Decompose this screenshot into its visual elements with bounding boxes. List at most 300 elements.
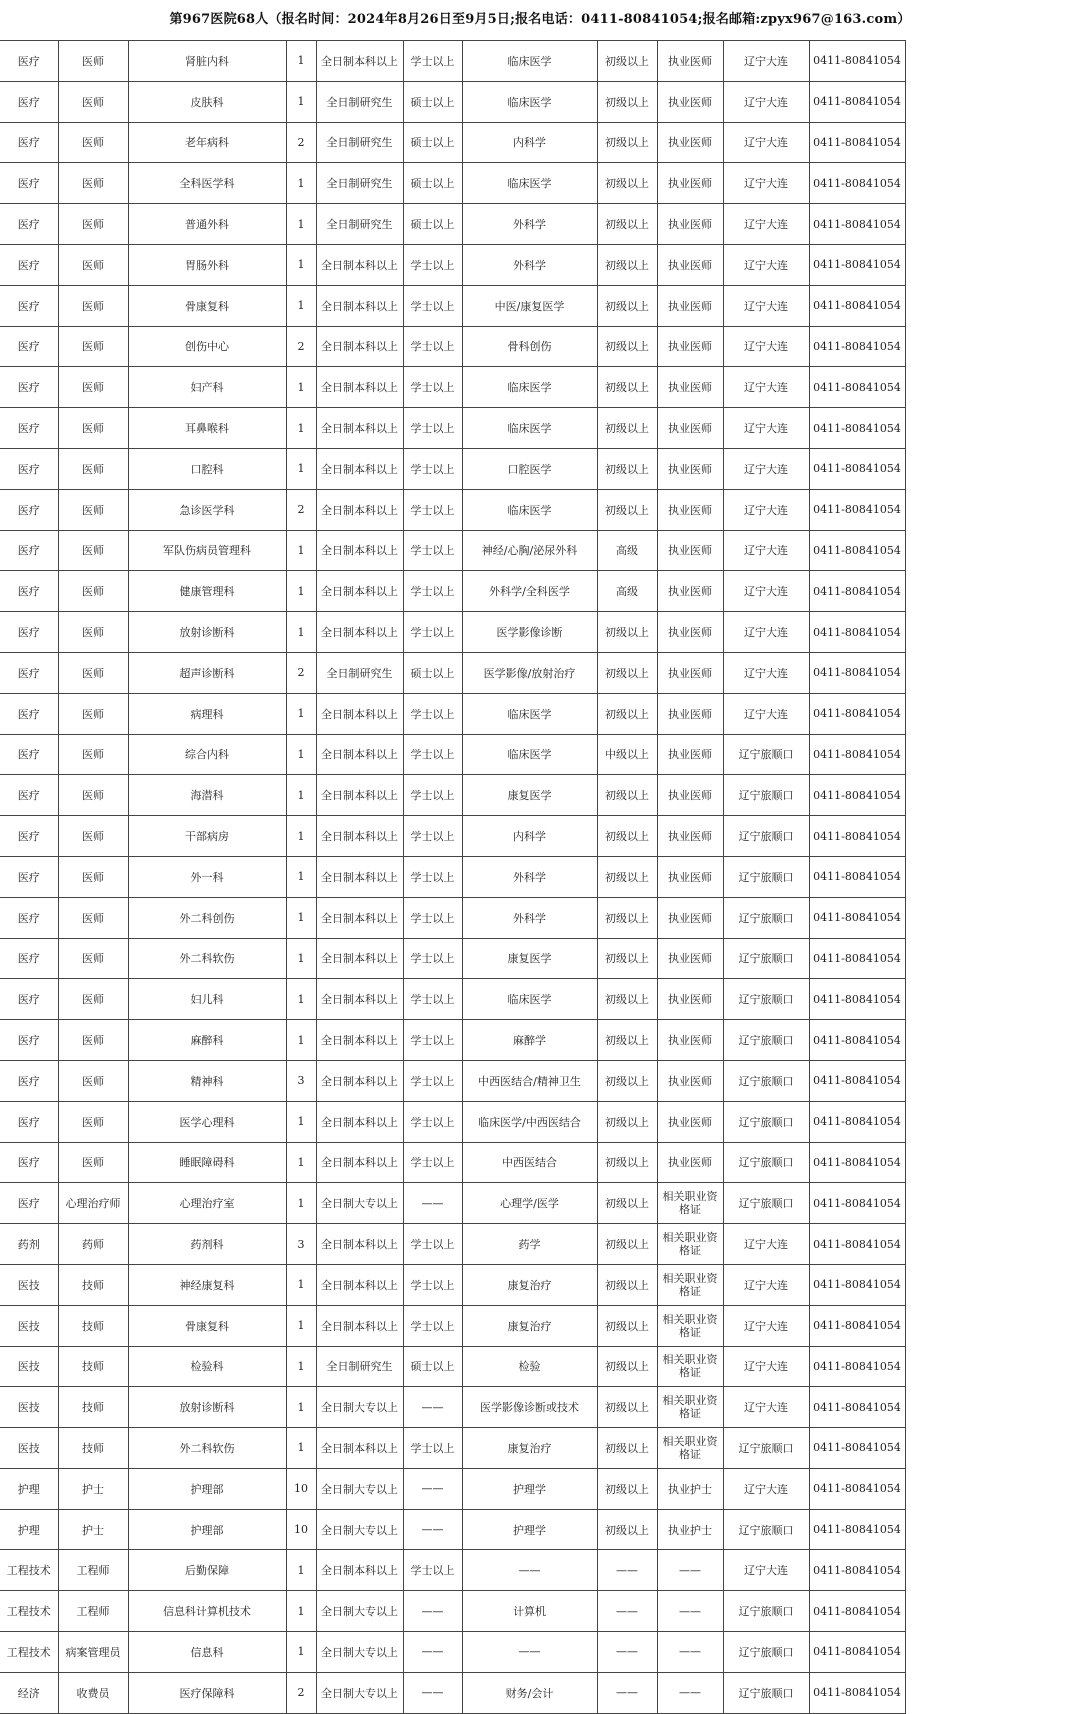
qualification-cell: 执业医师 bbox=[657, 122, 723, 163]
category-cell: 医疗 bbox=[0, 734, 58, 775]
category-cell: 医疗 bbox=[0, 1020, 58, 1061]
major-cell: 内科学 bbox=[462, 122, 597, 163]
qualification-cell: 执业医师 bbox=[657, 530, 723, 571]
education-cell: 全日制本科以上 bbox=[316, 734, 403, 775]
table-row bbox=[0, 938, 905, 979]
title-level-cell: 高级 bbox=[597, 530, 657, 571]
major-cell: 心理学/医学 bbox=[462, 1183, 597, 1224]
degree-cell: 学士以上 bbox=[403, 367, 462, 408]
headcount-cell: 1 bbox=[286, 897, 316, 938]
title-level-cell: 初级以上 bbox=[597, 1183, 657, 1224]
category-cell: 医技 bbox=[0, 1346, 58, 1387]
location-cell: 辽宁大连 bbox=[723, 1224, 809, 1265]
category-cell: 医疗 bbox=[0, 367, 58, 408]
education-cell: 全日制本科以上 bbox=[316, 938, 403, 979]
phone-cell: 0411-80841054 bbox=[809, 1509, 905, 1550]
category-cell: 护理 bbox=[0, 1468, 58, 1509]
category-cell: 工程技术 bbox=[0, 1632, 58, 1673]
table-row bbox=[0, 285, 905, 326]
education-cell: 全日制本科以上 bbox=[316, 816, 403, 857]
location-cell: 辽宁大连 bbox=[723, 1264, 809, 1305]
education-cell: 全日制本科以上 bbox=[316, 897, 403, 938]
qualification-cell: 执业医师 bbox=[657, 1101, 723, 1142]
department-cell: 放射诊断科 bbox=[128, 1387, 286, 1428]
degree-cell: 学士以上 bbox=[403, 1101, 462, 1142]
phone-cell: 0411-80841054 bbox=[809, 1468, 905, 1509]
table-row bbox=[0, 571, 905, 612]
major-cell: 内科学 bbox=[462, 816, 597, 857]
department-cell: 妇产科 bbox=[128, 367, 286, 408]
category-cell: 工程技术 bbox=[0, 1550, 58, 1591]
headcount-cell: 1 bbox=[286, 1183, 316, 1224]
phone-cell: 0411-80841054 bbox=[809, 816, 905, 857]
degree-cell: 学士以上 bbox=[403, 938, 462, 979]
department-cell: 普通外科 bbox=[128, 204, 286, 245]
degree-cell: 学士以上 bbox=[403, 530, 462, 571]
qualification-cell: 执业医师 bbox=[657, 775, 723, 816]
department-cell: 外一科 bbox=[128, 856, 286, 897]
position-cell: 医师 bbox=[58, 775, 128, 816]
location-cell: 辽宁旅顺口 bbox=[723, 1142, 809, 1183]
title-level-cell: —— bbox=[597, 1632, 657, 1673]
table-row bbox=[0, 1591, 905, 1632]
major-cell: 外科学 bbox=[462, 244, 597, 285]
location-cell: 辽宁大连 bbox=[723, 204, 809, 245]
education-cell: 全日制研究生 bbox=[316, 1346, 403, 1387]
location-cell: 辽宁旅顺口 bbox=[723, 1632, 809, 1673]
major-cell: 医学影像诊断或技术 bbox=[462, 1387, 597, 1428]
degree-cell: —— bbox=[403, 1509, 462, 1550]
degree-cell: 学士以上 bbox=[403, 448, 462, 489]
department-cell: 信息科 bbox=[128, 1632, 286, 1673]
headcount-cell: 1 bbox=[286, 81, 316, 122]
major-cell: 临床医学 bbox=[462, 693, 597, 734]
table-row bbox=[0, 530, 905, 571]
phone-cell: 0411-80841054 bbox=[809, 1550, 905, 1591]
department-cell: 创伤中心 bbox=[128, 326, 286, 367]
table-row bbox=[0, 652, 905, 693]
qualification-cell: 相关职业资格证 bbox=[657, 1305, 723, 1346]
education-cell: 全日制本科以上 bbox=[316, 41, 403, 82]
degree-cell: 学士以上 bbox=[403, 897, 462, 938]
title-level-cell: 初级以上 bbox=[597, 489, 657, 530]
title-level-cell: 初级以上 bbox=[597, 1060, 657, 1101]
headcount-cell: 1 bbox=[286, 204, 316, 245]
major-cell: 临床医学 bbox=[462, 367, 597, 408]
qualification-cell: —— bbox=[657, 1591, 723, 1632]
headcount-cell: 1 bbox=[286, 1591, 316, 1632]
degree-cell: 硕士以上 bbox=[403, 204, 462, 245]
qualification-cell: 执业医师 bbox=[657, 367, 723, 408]
department-cell: 军队伤病员管理科 bbox=[128, 530, 286, 571]
title-level-cell: 初级以上 bbox=[597, 1387, 657, 1428]
location-cell: 辽宁大连 bbox=[723, 612, 809, 653]
headcount-cell: 1 bbox=[286, 734, 316, 775]
phone-cell: 0411-80841054 bbox=[809, 1060, 905, 1101]
education-cell: 全日制本科以上 bbox=[316, 775, 403, 816]
position-cell: 医师 bbox=[58, 244, 128, 285]
major-cell: 康复医学 bbox=[462, 775, 597, 816]
department-cell: 骨康复科 bbox=[128, 1305, 286, 1346]
title-level-cell: —— bbox=[597, 1550, 657, 1591]
phone-cell: 0411-80841054 bbox=[809, 1672, 905, 1713]
major-cell: 临床医学 bbox=[462, 489, 597, 530]
title-level-cell: 初级以上 bbox=[597, 897, 657, 938]
phone-cell: 0411-80841054 bbox=[809, 1020, 905, 1061]
phone-cell: 0411-80841054 bbox=[809, 204, 905, 245]
title-level-cell: 初级以上 bbox=[597, 367, 657, 408]
title-level-cell: 初级以上 bbox=[597, 408, 657, 449]
headcount-cell: 1 bbox=[286, 1387, 316, 1428]
degree-cell: 硕士以上 bbox=[403, 1346, 462, 1387]
major-cell: 中西医结合 bbox=[462, 1142, 597, 1183]
phone-cell: 0411-80841054 bbox=[809, 652, 905, 693]
major-cell: 康复治疗 bbox=[462, 1264, 597, 1305]
phone-cell: 0411-80841054 bbox=[809, 775, 905, 816]
position-cell: 医师 bbox=[58, 652, 128, 693]
qualification-cell: 执业医师 bbox=[657, 204, 723, 245]
category-cell: 经济 bbox=[0, 1672, 58, 1713]
title-level-cell: 初级以上 bbox=[597, 856, 657, 897]
title-level-cell: 初级以上 bbox=[597, 163, 657, 204]
location-cell: 辽宁旅顺口 bbox=[723, 938, 809, 979]
education-cell: 全日制大专以上 bbox=[316, 1387, 403, 1428]
title-level-cell: 初级以上 bbox=[597, 1428, 657, 1469]
position-cell: 医师 bbox=[58, 81, 128, 122]
table-row bbox=[0, 326, 905, 367]
major-cell: 康复医学 bbox=[462, 938, 597, 979]
location-cell: 辽宁大连 bbox=[723, 448, 809, 489]
headcount-cell: 10 bbox=[286, 1468, 316, 1509]
position-cell: 医师 bbox=[58, 856, 128, 897]
phone-cell: 0411-80841054 bbox=[809, 1428, 905, 1469]
phone-cell: 0411-80841054 bbox=[809, 448, 905, 489]
location-cell: 辽宁大连 bbox=[723, 408, 809, 449]
category-cell: 医疗 bbox=[0, 979, 58, 1020]
table-row bbox=[0, 1468, 905, 1509]
phone-cell: 0411-80841054 bbox=[809, 81, 905, 122]
table-row bbox=[0, 122, 905, 163]
position-cell: 医师 bbox=[58, 204, 128, 245]
category-cell: 工程技术 bbox=[0, 1591, 58, 1632]
position-cell: 技师 bbox=[58, 1305, 128, 1346]
location-cell: 辽宁大连 bbox=[723, 530, 809, 571]
headcount-cell: 1 bbox=[286, 571, 316, 612]
position-cell: 医师 bbox=[58, 612, 128, 653]
category-cell: 医疗 bbox=[0, 530, 58, 571]
table-row bbox=[0, 1142, 905, 1183]
qualification-cell: 执业医师 bbox=[657, 652, 723, 693]
major-cell: 康复治疗 bbox=[462, 1428, 597, 1469]
location-cell: 辽宁大连 bbox=[723, 1387, 809, 1428]
table-row bbox=[0, 1305, 905, 1346]
headcount-cell: 1 bbox=[286, 367, 316, 408]
major-cell: 麻醉学 bbox=[462, 1020, 597, 1061]
position-cell: 医师 bbox=[58, 408, 128, 449]
major-cell: 临床医学 bbox=[462, 408, 597, 449]
title-level-cell: 高级 bbox=[597, 571, 657, 612]
headcount-cell: 1 bbox=[286, 1346, 316, 1387]
education-cell: 全日制大专以上 bbox=[316, 1632, 403, 1673]
headcount-cell: 1 bbox=[286, 979, 316, 1020]
degree-cell: 学士以上 bbox=[403, 816, 462, 857]
education-cell: 全日制本科以上 bbox=[316, 244, 403, 285]
qualification-cell: 执业医师 bbox=[657, 326, 723, 367]
qualification-cell: 执业医师 bbox=[657, 816, 723, 857]
major-cell: 外科学 bbox=[462, 204, 597, 245]
major-cell: 临床医学 bbox=[462, 979, 597, 1020]
qualification-cell: 执业医师 bbox=[657, 285, 723, 326]
major-cell: 护理学 bbox=[462, 1468, 597, 1509]
qualification-cell: 相关职业资格证 bbox=[657, 1387, 723, 1428]
department-cell: 后勤保障 bbox=[128, 1550, 286, 1591]
department-cell: 妇儿科 bbox=[128, 979, 286, 1020]
department-cell: 外二科软伤 bbox=[128, 938, 286, 979]
title-level-cell: 初级以上 bbox=[597, 326, 657, 367]
phone-cell: 0411-80841054 bbox=[809, 489, 905, 530]
degree-cell: 学士以上 bbox=[403, 326, 462, 367]
major-cell: 医学影像/放射治疗 bbox=[462, 652, 597, 693]
major-cell: 口腔医学 bbox=[462, 448, 597, 489]
title-level-cell: 初级以上 bbox=[597, 244, 657, 285]
education-cell: 全日制研究生 bbox=[316, 652, 403, 693]
phone-cell: 0411-80841054 bbox=[809, 285, 905, 326]
table-row bbox=[0, 81, 905, 122]
qualification-cell: 执业医师 bbox=[657, 938, 723, 979]
major-cell: 外科学 bbox=[462, 856, 597, 897]
degree-cell: —— bbox=[403, 1672, 462, 1713]
title-level-cell: 初级以上 bbox=[597, 1224, 657, 1265]
category-cell: 医疗 bbox=[0, 204, 58, 245]
table-row bbox=[0, 367, 905, 408]
location-cell: 辽宁旅顺口 bbox=[723, 1672, 809, 1713]
location-cell: 辽宁大连 bbox=[723, 367, 809, 408]
location-cell: 辽宁旅顺口 bbox=[723, 897, 809, 938]
category-cell: 药剂 bbox=[0, 1224, 58, 1265]
headcount-cell: 1 bbox=[286, 1142, 316, 1183]
position-cell: 医师 bbox=[58, 326, 128, 367]
location-cell: 辽宁旅顺口 bbox=[723, 734, 809, 775]
education-cell: 全日制本科以上 bbox=[316, 408, 403, 449]
location-cell: 辽宁旅顺口 bbox=[723, 856, 809, 897]
position-cell: 护士 bbox=[58, 1468, 128, 1509]
category-cell: 医疗 bbox=[0, 326, 58, 367]
category-cell: 医疗 bbox=[0, 1142, 58, 1183]
category-cell: 医疗 bbox=[0, 244, 58, 285]
degree-cell: —— bbox=[403, 1387, 462, 1428]
degree-cell: 学士以上 bbox=[403, 734, 462, 775]
recruitment-table bbox=[0, 40, 906, 1714]
phone-cell: 0411-80841054 bbox=[809, 693, 905, 734]
headcount-cell: 1 bbox=[286, 530, 316, 571]
department-cell: 健康管理科 bbox=[128, 571, 286, 612]
headcount-cell: 3 bbox=[286, 1224, 316, 1265]
major-cell: 临床医学 bbox=[462, 41, 597, 82]
phone-cell: 0411-80841054 bbox=[809, 408, 905, 449]
education-cell: 全日制大专以上 bbox=[316, 1591, 403, 1632]
education-cell: 全日制研究生 bbox=[316, 204, 403, 245]
headcount-cell: 1 bbox=[286, 1632, 316, 1673]
phone-cell: 0411-80841054 bbox=[809, 1591, 905, 1632]
position-cell: 工程师 bbox=[58, 1550, 128, 1591]
degree-cell: —— bbox=[403, 1468, 462, 1509]
position-cell: 医师 bbox=[58, 897, 128, 938]
department-cell: 麻醉科 bbox=[128, 1020, 286, 1061]
qualification-cell: 执业医师 bbox=[657, 489, 723, 530]
location-cell: 辽宁大连 bbox=[723, 1305, 809, 1346]
category-cell: 医技 bbox=[0, 1305, 58, 1346]
phone-cell: 0411-80841054 bbox=[809, 897, 905, 938]
location-cell: 辽宁旅顺口 bbox=[723, 979, 809, 1020]
qualification-cell: 执业医师 bbox=[657, 41, 723, 82]
education-cell: 全日制本科以上 bbox=[316, 489, 403, 530]
table-row bbox=[0, 816, 905, 857]
major-cell: 财务/会计 bbox=[462, 1672, 597, 1713]
category-cell: 医疗 bbox=[0, 448, 58, 489]
department-cell: 耳鼻喉科 bbox=[128, 408, 286, 449]
department-cell: 精神科 bbox=[128, 1060, 286, 1101]
headcount-cell: 2 bbox=[286, 1672, 316, 1713]
degree-cell: 学士以上 bbox=[403, 856, 462, 897]
table-row bbox=[0, 244, 905, 285]
category-cell: 医疗 bbox=[0, 652, 58, 693]
headcount-cell: 1 bbox=[286, 775, 316, 816]
phone-cell: 0411-80841054 bbox=[809, 530, 905, 571]
position-cell: 医师 bbox=[58, 41, 128, 82]
qualification-cell: —— bbox=[657, 1672, 723, 1713]
education-cell: 全日制本科以上 bbox=[316, 612, 403, 653]
department-cell: 超声诊断科 bbox=[128, 652, 286, 693]
table-row bbox=[0, 1020, 905, 1061]
major-cell: 康复治疗 bbox=[462, 1305, 597, 1346]
title-level-cell: 初级以上 bbox=[597, 1020, 657, 1061]
education-cell: 全日制本科以上 bbox=[316, 979, 403, 1020]
table-row bbox=[0, 41, 905, 82]
education-cell: 全日制研究生 bbox=[316, 122, 403, 163]
phone-cell: 0411-80841054 bbox=[809, 326, 905, 367]
title-level-cell: —— bbox=[597, 1591, 657, 1632]
location-cell: 辽宁旅顺口 bbox=[723, 1020, 809, 1061]
qualification-cell: 执业医师 bbox=[657, 979, 723, 1020]
table-row bbox=[0, 612, 905, 653]
phone-cell: 0411-80841054 bbox=[809, 1264, 905, 1305]
headcount-cell: 2 bbox=[286, 489, 316, 530]
category-cell: 医疗 bbox=[0, 163, 58, 204]
degree-cell: 学士以上 bbox=[403, 1550, 462, 1591]
position-cell: 医师 bbox=[58, 1020, 128, 1061]
table-row bbox=[0, 897, 905, 938]
degree-cell: —— bbox=[403, 1632, 462, 1673]
category-cell: 医技 bbox=[0, 1428, 58, 1469]
category-cell: 医疗 bbox=[0, 122, 58, 163]
location-cell: 辽宁大连 bbox=[723, 1468, 809, 1509]
degree-cell: 学士以上 bbox=[403, 1264, 462, 1305]
phone-cell: 0411-80841054 bbox=[809, 979, 905, 1020]
phone-cell: 0411-80841054 bbox=[809, 244, 905, 285]
headcount-cell: 1 bbox=[286, 41, 316, 82]
department-cell: 外二科软伤 bbox=[128, 1428, 286, 1469]
major-cell: 临床医学 bbox=[462, 734, 597, 775]
position-cell: 医师 bbox=[58, 938, 128, 979]
table-row bbox=[0, 856, 905, 897]
category-cell: 医疗 bbox=[0, 856, 58, 897]
degree-cell: 学士以上 bbox=[403, 1305, 462, 1346]
title-level-cell: 初级以上 bbox=[597, 204, 657, 245]
qualification-cell: 执业医师 bbox=[657, 1060, 723, 1101]
department-cell: 口腔科 bbox=[128, 448, 286, 489]
degree-cell: 学士以上 bbox=[403, 612, 462, 653]
phone-cell: 0411-80841054 bbox=[809, 1183, 905, 1224]
category-cell: 医疗 bbox=[0, 1101, 58, 1142]
qualification-cell: 执业医师 bbox=[657, 856, 723, 897]
qualification-cell: —— bbox=[657, 1550, 723, 1591]
headcount-cell: 1 bbox=[286, 1020, 316, 1061]
qualification-cell: 执业医师 bbox=[657, 1020, 723, 1061]
qualification-cell: 执业护士 bbox=[657, 1468, 723, 1509]
department-cell: 综合内科 bbox=[128, 734, 286, 775]
phone-cell: 0411-80841054 bbox=[809, 1387, 905, 1428]
education-cell: 全日制本科以上 bbox=[316, 1550, 403, 1591]
phone-cell: 0411-80841054 bbox=[809, 1101, 905, 1142]
major-cell: 医学影像诊断 bbox=[462, 612, 597, 653]
position-cell: 病案管理员 bbox=[58, 1632, 128, 1673]
category-cell: 医疗 bbox=[0, 1183, 58, 1224]
education-cell: 全日制本科以上 bbox=[316, 285, 403, 326]
position-cell: 收费员 bbox=[58, 1672, 128, 1713]
position-cell: 技师 bbox=[58, 1264, 128, 1305]
category-cell: 医疗 bbox=[0, 571, 58, 612]
qualification-cell: 执业医师 bbox=[657, 244, 723, 285]
headcount-cell: 1 bbox=[286, 612, 316, 653]
qualification-cell: 相关职业资格证 bbox=[657, 1264, 723, 1305]
qualification-cell: 执业护士 bbox=[657, 1509, 723, 1550]
title-level-cell: 初级以上 bbox=[597, 816, 657, 857]
category-cell: 护理 bbox=[0, 1509, 58, 1550]
department-cell: 皮肤科 bbox=[128, 81, 286, 122]
category-cell: 医疗 bbox=[0, 81, 58, 122]
major-cell: 检验 bbox=[462, 1346, 597, 1387]
position-cell: 医师 bbox=[58, 979, 128, 1020]
degree-cell: 学士以上 bbox=[403, 244, 462, 285]
headcount-cell: 1 bbox=[286, 938, 316, 979]
title-level-cell: 初级以上 bbox=[597, 41, 657, 82]
education-cell: 全日制本科以上 bbox=[316, 448, 403, 489]
education-cell: 全日制本科以上 bbox=[316, 1060, 403, 1101]
headcount-cell: 1 bbox=[286, 1550, 316, 1591]
location-cell: 辽宁旅顺口 bbox=[723, 816, 809, 857]
table-row bbox=[0, 204, 905, 245]
headcount-cell: 1 bbox=[286, 1305, 316, 1346]
degree-cell: 硕士以上 bbox=[403, 81, 462, 122]
table-row bbox=[0, 448, 905, 489]
major-cell: —— bbox=[462, 1632, 597, 1673]
education-cell: 全日制大专以上 bbox=[316, 1468, 403, 1509]
qualification-cell: 执业医师 bbox=[657, 612, 723, 653]
major-cell: 中西医结合/精神卫生 bbox=[462, 1060, 597, 1101]
phone-cell: 0411-80841054 bbox=[809, 734, 905, 775]
major-cell: 临床医学/中西医结合 bbox=[462, 1101, 597, 1142]
table-row bbox=[0, 734, 905, 775]
position-cell: 医师 bbox=[58, 571, 128, 612]
degree-cell: 硕士以上 bbox=[403, 122, 462, 163]
category-cell: 医疗 bbox=[0, 693, 58, 734]
category-cell: 医疗 bbox=[0, 1060, 58, 1101]
qualification-cell: 执业医师 bbox=[657, 571, 723, 612]
headcount-cell: 1 bbox=[286, 163, 316, 204]
department-cell: 病理科 bbox=[128, 693, 286, 734]
location-cell: 辽宁大连 bbox=[723, 652, 809, 693]
title-level-cell: 初级以上 bbox=[597, 1509, 657, 1550]
